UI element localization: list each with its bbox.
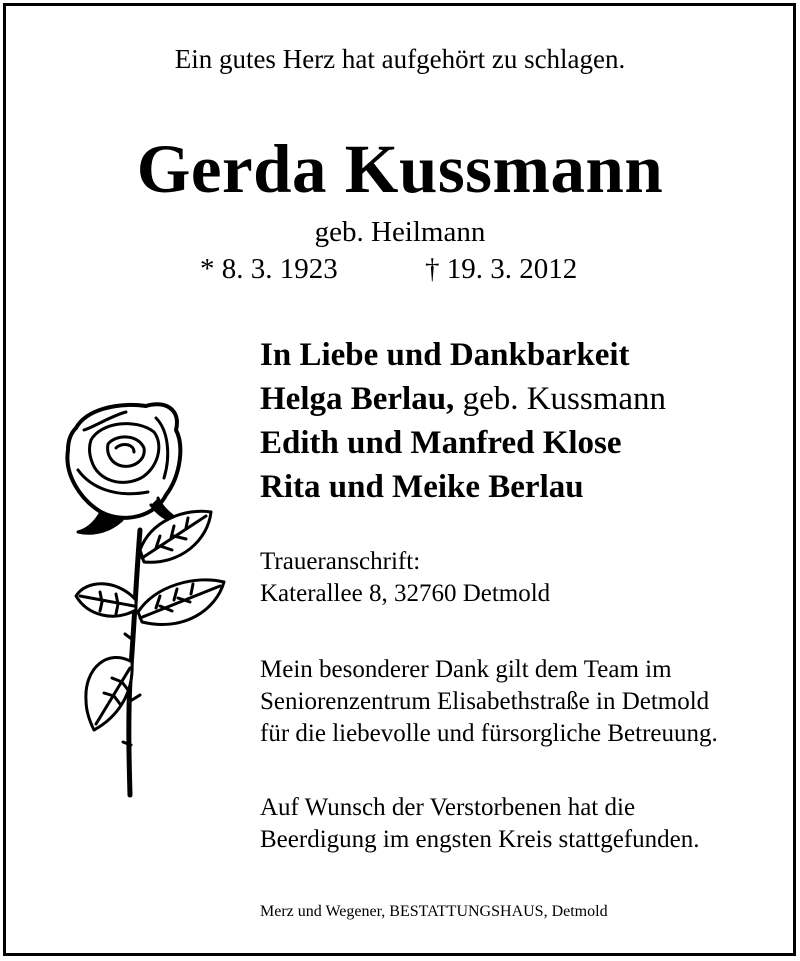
mourner-1-name: Helga Berlau, xyxy=(260,381,455,417)
thanks-line: Seniorenzentrum Elisabethstraße in Detmold xyxy=(260,688,710,715)
birth-date: * 8. 3. 1923 xyxy=(200,253,338,285)
maiden-name: geb. Heilmann xyxy=(314,216,486,248)
thanks-line: für die liebevolle und fürsorgliche Betreuung. xyxy=(260,720,718,747)
deceased-name: Gerda Kussmann xyxy=(136,131,664,207)
mourners-intro: In Liebe und Dankbarkeit xyxy=(260,337,630,373)
mourner-line-1 xyxy=(260,381,666,418)
undertaker-credit: Merz und Wegener, BESTATTUNGSHAUS, Detmold xyxy=(260,903,608,920)
address-label: Traueranschrift: xyxy=(260,548,421,575)
death-date: † 19. 3. 2012 xyxy=(425,253,578,285)
address-value: Katerallee 8, 32760 Detmold xyxy=(260,580,551,607)
mourner-line-2: Edith und Manfred Klose xyxy=(260,425,622,461)
motto-text: Ein gutes Herz hat aufgehört zu schlagen. xyxy=(174,44,626,74)
notice-line: Auf Wunsch der Verstorbenen hat die xyxy=(260,794,636,821)
notice-line: Beerdigung im engsten Kreis stattgefunden. xyxy=(260,826,700,853)
mourner-line-3: Rita und Meike Berlau xyxy=(260,469,584,505)
thanks-line: Mein besonderer Dank gilt dem Team im xyxy=(260,656,672,683)
mourner-1-maiden: geb. Kussmann xyxy=(454,381,667,417)
rose-icon xyxy=(56,400,231,800)
